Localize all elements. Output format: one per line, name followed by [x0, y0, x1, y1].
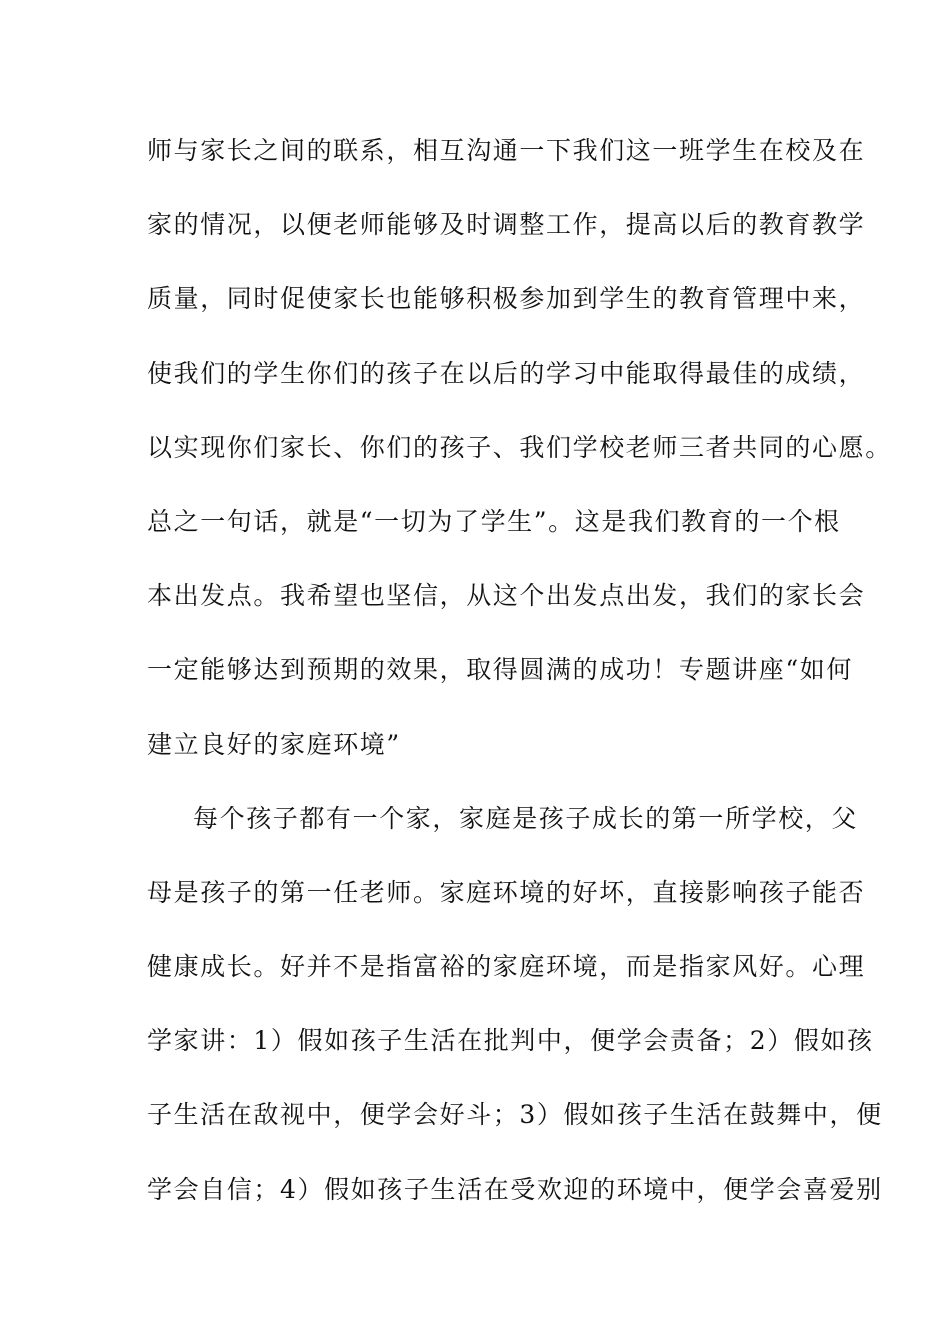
- text-line: 使我们的学生你们的孩子在以后的学习中能取得最佳的成绩，: [147, 358, 866, 388]
- text-line: 母是孩子的第一任老师。家庭环境的好坏，直接影响孩子能否: [147, 877, 866, 907]
- text-line: 质量，同时促使家长也能够积极参加到学生的教育管理中来，: [147, 284, 866, 314]
- text-line: 家的情况，以便老师能够及时调整工作，提高以后的教育教学: [147, 210, 866, 240]
- text-line: 本出发点。我希望也坚信，从这个出发点出发，我们的家长会: [147, 581, 866, 611]
- text-line: 建立良好的家庭环境”: [147, 729, 401, 759]
- text-line: 一定能够达到预期的效果，取得圆满的成功！专题讲座“如何: [147, 655, 853, 685]
- body-text: [147, 122, 892, 1235]
- text-line: 子生活在敌视中，便学会好斗；3）假如孩子生活在鼓舞中，便: [147, 1100, 883, 1130]
- text-line: 师与家长之间的联系，相互沟通一下我们这一班学生在校及在: [147, 136, 866, 165]
- paragraph-start-line: 每个孩子都有一个家，家庭是孩子成长的第一所学校，父: [193, 803, 859, 833]
- text-line: 学家讲：1）假如孩子生活在批判中，便学会责备；2）假如孩: [147, 1026, 874, 1056]
- text-line: 学会自信；4）假如孩子生活在受欢迎的环境中，便学会喜爱别: [147, 1174, 883, 1204]
- text-line: 健康成长。好并不是指富裕的家庭环境，而是指家风好。心理: [147, 952, 866, 982]
- text-line: 总之一句话，就是“一切为了学生”。这是我们教育的一个根: [147, 506, 841, 536]
- text-line: 以实现你们家长、你们的孩子、我们学校老师三者共同的心愿。: [147, 432, 892, 462]
